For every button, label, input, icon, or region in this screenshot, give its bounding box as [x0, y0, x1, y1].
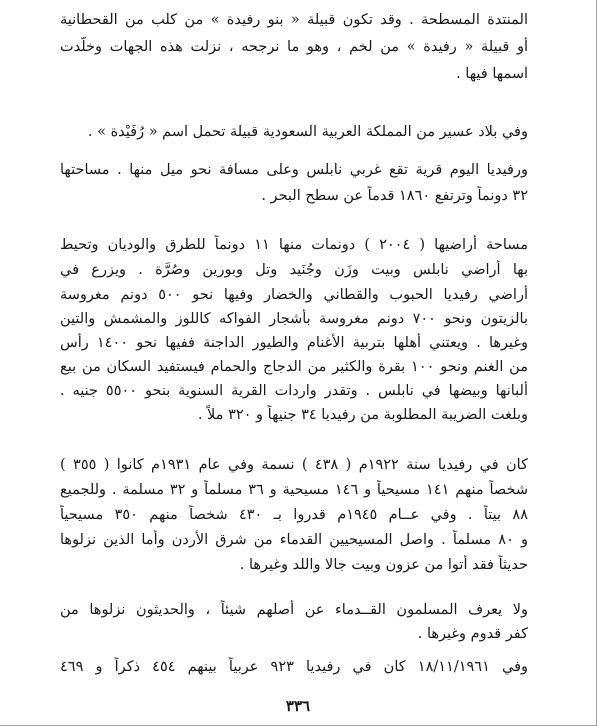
p1-line-1: المنتدة المسطحة . وقد تكون قبيلة « بنو رفيدة » من كلب من القحطانية — [60, 12, 528, 28]
p7-line-1: وفي ١٨/١١/١٩٦١ كان في رفيديا ٩٢٣ عربياً بينهم ٤٥٤ ذكراً و ٤٦٩ — [60, 659, 528, 675]
p5-line-3: ٨٨ بيتاً . وفي عــام ١٩٤٥م قدروا بـ ٤٣٠ شخصاً منهم ٣٥٠ مسيحياً — [60, 507, 528, 523]
p4-line-7: ألبانها وبيضها في نابلس . وتقدر واردات القرية السنوية بنحو ٥٥٠٠ جنيه . — [60, 383, 528, 399]
p2-line-1: وفي بلاد عسير من المملكة العربية السعودية قبيلة تحمل اسم « رُفَيْدة » . — [87, 124, 528, 140]
p4-line-1: مساحة أراضيها ( ٢٠٠٤ ) دونمات منها ١١ دونماً للطرق والوديان وتحيط — [60, 237, 528, 253]
p6-line-1: ولا يعرف المسلمون القــدماء عن أصلهم شيئاً ، والحديثون نزلوها من — [60, 602, 528, 618]
p6-line-2: كفر قدوم وغيرها . — [417, 626, 528, 642]
p5-line-5: حديثاً فقد أتوا من عزون وبيت جالا واللد وغيرها . — [239, 557, 528, 573]
p1-line-3: اسمها فيها . — [456, 66, 528, 82]
p5-line-2: شخصاً منهم ١٤١ مسيحياً و ١٤٦ مسيحية و ٣٦ مسلماً و ٣٢ مسلمة . وللجميع — [60, 482, 528, 498]
p5-line-4: و ٨٠ مسلماً . واصل المسيحيين القدماء من شرق الأردن وأما الذين نزلوها — [60, 532, 528, 548]
p4-line-3: أراضي رفيديا الحبوب والقطاني والخضار وفيها نحو ٥٠٠ دونم مغروسة — [60, 287, 528, 303]
p4-line-6: من الغنم ونحو ١٠٠ بقرة والكثير من الدجاج والحمام فيستفيد السكان من بيع — [60, 359, 528, 375]
p5-line-1: كان في رفيديا سنة ١٩٢٢م ( ٤٣٨ ) نسمة وفي عام ١٩٣١م كانوا ( ٣٥٥ ) — [60, 457, 528, 473]
p4-line-4: بالزيتون ونحو ٧٠٠ دونم مغروسة بأشجار الفواكه كاللوز والمشمش والتين — [60, 311, 528, 327]
p3-line-2: ٣٢ دونماً وترتفع ١٨٦٠ قدماً عن سطح البحر . — [261, 188, 528, 204]
p1-line-2: أو قبيلة « رفيدة » من لخم ، وهو ما نرجحه ، نزلت هذه الجهات وخلّدت — [60, 39, 528, 55]
p4-line-5: وغيرها . ويعتني أهلها بتربية الأغنام والطيور الداجنة ففيها نحو ١٤٠٠ رأس — [60, 335, 528, 351]
p3-line-1: ورفيديا اليوم قرية تقع غربي نابلس وعلى مسافة نحو ميل منها . مساحتها — [60, 162, 528, 178]
p4-line-8: وبلغت الضريبة المطلوبة من رفيديا ٣٤ جنيهاً و ٣٢٠ ملاً . — [197, 407, 528, 423]
p4-line-2: بها أراضي نابلس وبيت وزَن وجُنَيد وتل وبورين وصُرَّة . ويزرع في — [60, 262, 528, 278]
page-number: ٣٣٦ — [285, 697, 311, 715]
